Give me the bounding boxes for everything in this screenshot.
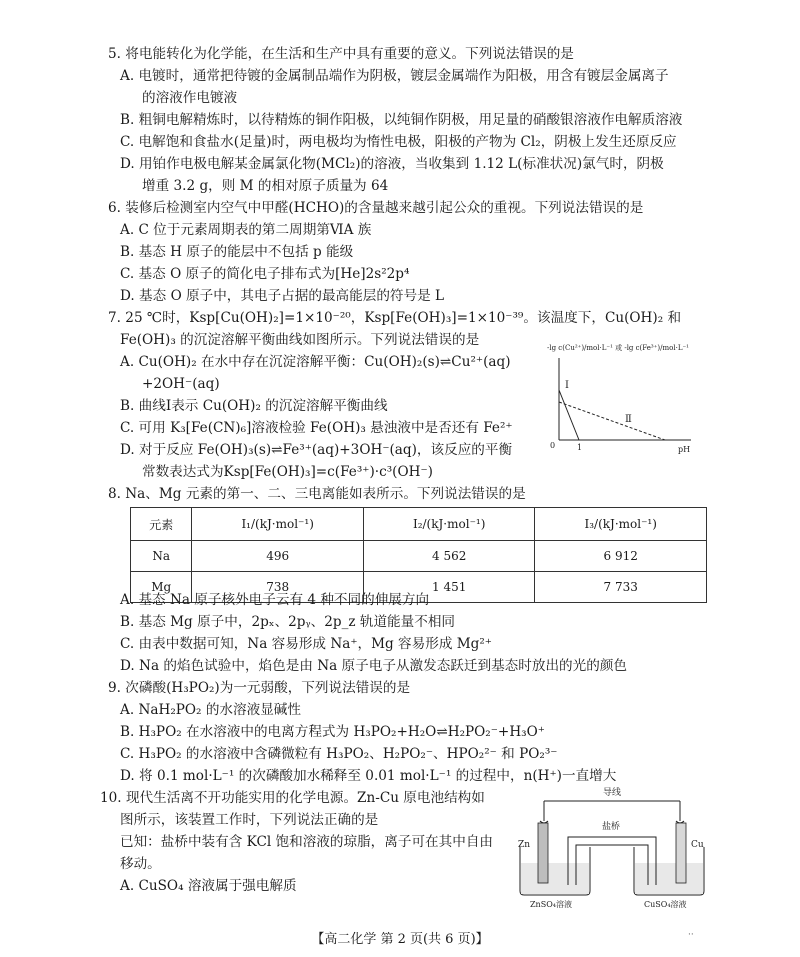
q7-curve-1-label: Ⅰ bbox=[565, 380, 569, 391]
zn-electrode bbox=[538, 823, 548, 883]
q8-stem: 8. Na、Mg 元素的第一、二、三电离能如表所示。下列说法错误的是 bbox=[108, 486, 526, 502]
cu-electrode bbox=[676, 823, 686, 883]
q6-option-a: A. C 位于元素周期表的第二周期第ⅥA 族 bbox=[120, 222, 372, 238]
left-solution-label: ZnSO₄溶液 bbox=[530, 900, 572, 909]
q5-option-d: D. 用铂作电极电解某金属氯化物(MCl₂)的溶液，当收集到 1.12 L(标准状况)氯气时，阴极 bbox=[120, 156, 664, 172]
q5-option-a-cont: 的溶液作电镀液 bbox=[142, 90, 238, 106]
table-cell: 7 733 bbox=[535, 572, 707, 603]
q8-option-c: C. 由表中数据可知，Na 容易形成 Na⁺，Mg 容易形成 Mg²⁺ bbox=[120, 636, 492, 652]
table-cell: 738 bbox=[192, 572, 364, 603]
q8-option-d: D. Na 的焰色试验中，焰色是由 Na 原子电子从激发态跃迁到基态时放出的光的颜色 bbox=[120, 658, 628, 674]
table-header-cell: I₃/(kJ·mol⁻¹) bbox=[535, 508, 707, 541]
q10-stem-cont-2: 已知：盐桥中装有含 KCl 饱和溶液的琼脂，离子可在其中自由 bbox=[120, 834, 494, 850]
q7-option-a: A. Cu(OH)₂ 在水中存在沉淀溶解平衡：Cu(OH)₂(s)⇌Cu²⁺(aq) bbox=[120, 354, 511, 370]
table-header-cell: I₂/(kJ·mol⁻¹) bbox=[363, 508, 535, 541]
right-solution-label: CuSO₄溶液 bbox=[644, 900, 687, 909]
q10-stem-cont-1: 图所示，该装置工作时，下列说法正确的是 bbox=[120, 812, 379, 828]
q7-graph-xlabel: pH bbox=[678, 445, 691, 454]
zn-label: Zn bbox=[518, 840, 531, 850]
q9-option-d: D. 将 0.1 mol·L⁻¹ 的次磷酸加水稀释至 0.01 mol·L⁻¹ 的过程中，n(H⁺)一直增大 bbox=[120, 768, 617, 784]
table-cell: Mg bbox=[131, 572, 192, 603]
q7-curve-2 bbox=[559, 402, 665, 440]
q6-option-d: D. 基态 O 原子中，其电子占据的最高能层的符号是 L bbox=[120, 288, 445, 304]
q7-option-d: D. 对于反应 Fe(OH)₃(s)⇌Fe³⁺(aq)+3OH⁻(aq)，该反应的平衡 bbox=[120, 442, 513, 458]
q7-option-c: C. 可用 K₃[Fe(CN)₆]溶液检验 Fe(OH)₃ 悬浊液中是否还有 Fe²⁺ bbox=[120, 420, 513, 436]
salt-bridge-label: 盐桥 bbox=[602, 822, 621, 832]
table-cell: 4 562 bbox=[363, 541, 535, 572]
q9-stem: 9. 次磷酸(H₃PO₂)为一元弱酸，下列说法错误的是 bbox=[108, 680, 411, 696]
table-cell: 1 451 bbox=[363, 572, 535, 603]
q7-option-a-cont: +2OH⁻(aq) bbox=[142, 376, 220, 392]
q5-option-d-cont: 增重 3.2 g，则 M 的相对原子质量为 64 bbox=[142, 178, 389, 194]
q7-stem: 7. 25 ℃时，Ksp[Cu(OH)₂]=1×10⁻²⁰，Ksp[Fe(OH)₃]=1×10⁻³⁹。该温度下，Cu(OH)₂ 和 bbox=[108, 310, 682, 326]
q7-option-d-cont: 常数表达式为Ksp[Fe(OH)₃]=c(Fe³⁺)·c³(OH⁻) bbox=[142, 464, 433, 480]
q7-option-b: B. 曲线Ⅰ表示 Cu(OH)₂ 的沉淀溶解平衡曲线 bbox=[120, 398, 388, 414]
q6-option-b: B. 基态 H 原子的能层中不包括 p 能级 bbox=[120, 244, 354, 260]
q7-graph-xtick: 1 bbox=[577, 443, 583, 452]
table-cell: Na bbox=[131, 541, 192, 572]
q7-curve-2-label: Ⅱ bbox=[625, 414, 632, 425]
q10-stem-cont-3: 移动。 bbox=[120, 856, 161, 872]
left-solution bbox=[521, 863, 589, 894]
q9-option-b: B. H₃PO₂ 在水溶液中的电离方程式为 H₃PO₂+H₂O⇌H₂PO₂⁻+H₃O⁺ bbox=[120, 724, 545, 740]
ionization-energy-table bbox=[130, 507, 707, 603]
q10-stem: 10. 现代生活离不开功能实用的化学电源。Zn-Cu 原电池结构如 bbox=[100, 790, 485, 806]
q5-option-c: C. 电解饱和食盐水(足量)时，两电极均为惰性电极，阳极的产物为 Cl₂，阴极上发生还原反应 bbox=[120, 134, 677, 150]
wire-label: 导线 bbox=[603, 788, 622, 798]
q8-option-b: B. 基态 Mg 原子中，2pₓ、2pᵧ、2p_z 轨道能量不相同 bbox=[120, 614, 456, 630]
q5-stem: 5. 将电能转化为化学能，在生活和生产中具有重要的意义。下列说法错误的是 bbox=[108, 46, 574, 62]
q7-stem-cont: Fe(OH)₃ 的沉淀溶解平衡曲线如图所示。下列说法错误的是 bbox=[120, 332, 480, 348]
q9-option-c: C. H₃PO₂ 的水溶液中含磷微粒有 H₃PO₂、H₂PO₂⁻、HPO₂²⁻ 和 PO₂³⁻ bbox=[120, 746, 558, 762]
right-solution bbox=[635, 863, 703, 894]
table-header-cell: 元素 bbox=[131, 508, 192, 541]
q6-option-c: C. 基态 O 原子的简化电子排布式为[He]2s²2p⁴ bbox=[120, 266, 410, 282]
q7-graph-origin: 0 bbox=[550, 441, 556, 450]
table-header-cell: I₁/(kJ·mol⁻¹) bbox=[192, 508, 364, 541]
q5-option-a: A. 电镀时，通常把待镀的金属制品端作为阴极，镀层金属端作为阳极，用含有镀层金属离子 bbox=[120, 68, 669, 84]
q7-graph-ylabel: -lg c(Cu²⁺)/mol·L⁻¹ 或 -lg c(Fe³⁺)/mol·L⁻¹ bbox=[547, 344, 689, 352]
q7-curve-1 bbox=[559, 390, 579, 440]
zn-cu-cell-diagram bbox=[510, 785, 715, 910]
q8-option-a: A. 基态 Na 原子核外电子云有 4 种不同的伸展方向 bbox=[120, 592, 430, 608]
table-cell: 6 912 bbox=[535, 541, 707, 572]
q9-option-a: A. NaH₂PO₂ 的水溶液显碱性 bbox=[120, 702, 301, 718]
q10-option-a: A. CuSO₄ 溶液属于强电解质 bbox=[120, 878, 297, 894]
q6-stem: 6. 装修后检测室内空气中甲醛(HCHO)的含量越来越引起公众的重视。下列说法错误的是 bbox=[108, 200, 644, 216]
table-cell: 496 bbox=[192, 541, 364, 572]
q7-solubility-graph bbox=[545, 340, 695, 460]
corner-mark: ·· bbox=[688, 930, 694, 940]
cu-label: Cu bbox=[691, 840, 704, 850]
q5-option-b: B. 粗铜电解精炼时，以待精炼的铜作阳极，以纯铜作阴极，用足量的硝酸银溶液作电解质溶液 bbox=[120, 112, 683, 128]
table-row bbox=[131, 541, 707, 572]
table-header-row bbox=[131, 508, 707, 541]
page-footer: 【高二化学 第 2 页(共 6 页)】 bbox=[311, 932, 489, 947]
